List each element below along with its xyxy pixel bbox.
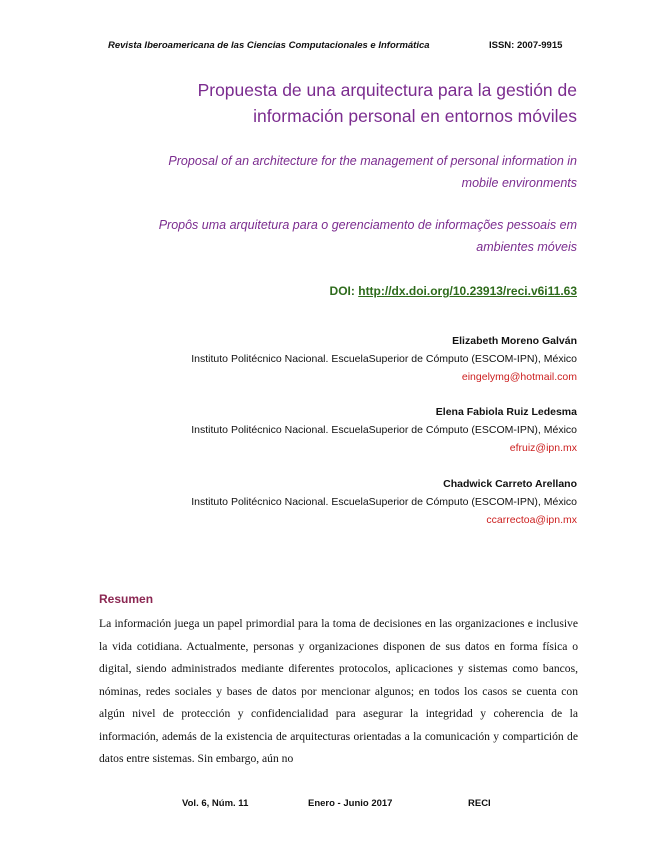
author-affiliation: Instituto Politécnico Nacional. EscuelaSuperior de Cómputo (ESCOM-IPN), México (191, 496, 577, 508)
author-name: Elena Fabiola Ruiz Ledesma (435, 406, 577, 418)
author-affiliation: Instituto Politécnico Nacional. EscuelaSuperior de Cómputo (ESCOM-IPN), México (191, 424, 577, 436)
footer-date: Enero - Junio 2017 (308, 798, 393, 809)
author-email[interactable]: eingelymg@hotmail.com (461, 371, 577, 383)
article-title-line: información personal en entornos móviles (253, 106, 577, 126)
english-title-line: mobile environments (461, 176, 577, 190)
article-title-line: Propuesta de una arquitectura para la gestión de (197, 80, 577, 100)
author-name: Chadwick Carreto Arellano (443, 478, 577, 490)
author-affiliation: Instituto Politécnico Nacional. EscuelaSuperior de Cómputo (ESCOM-IPN), México (191, 353, 577, 365)
article-title (198, 77, 577, 129)
abstract-heading: Resumen (99, 592, 154, 606)
footer-volume: Vol. 6, Núm. 11 (182, 798, 249, 809)
doi-label: DOI: (329, 284, 355, 298)
author-name: Elizabeth Moreno Galván (452, 335, 577, 347)
author-block (191, 403, 577, 457)
portuguese-title-line: ambientes móveis (476, 240, 577, 254)
running-header-issn: ISSN: 2007-9915 (489, 40, 563, 51)
author-block (191, 332, 577, 386)
english-title-line: Proposal of an architecture for the management of personal information in (168, 154, 577, 168)
author-email[interactable]: ccarrectoa@ipn.mx (486, 514, 577, 526)
doi-line (330, 284, 577, 298)
footer-journal: RECI (468, 798, 491, 809)
doi-link[interactable]: http://dx.doi.org/10.23913/reci.v6i11.63 (358, 284, 577, 298)
portuguese-title-line: Propôs uma arquitetura para o gerenciamento de informações pessoais em (158, 218, 577, 232)
running-header-journal: Revista Iberoamericana de las Ciencias Computacionales e Informática (108, 40, 430, 51)
author-block (191, 475, 577, 529)
author-email[interactable]: efruiz@ipn.mx (509, 442, 577, 454)
abstract-text: La información juega un papel primordial para la toma de decisiones en las organizaciones e inclusive la vida cotidiana. Actualmente, personas y organizaciones disponen de sus datos en forma física o digital, siendo administrados mediante diferentes protocolos, aplicaciones y sistemas como bancos, nóminas, redes sociales y bases de datos por mencionar algunos; en todos los casos se cuenta con algún nivel de protección y confidencialidad para asegurar la integridad y coherencia de la información, además de la existencia de arquitecturas orientadas a la comunicación y compartición de datos entre sistemas. Sin embargo, aún no (99, 617, 578, 765)
article-title-english (168, 150, 577, 194)
article-title-portuguese (159, 214, 577, 258)
